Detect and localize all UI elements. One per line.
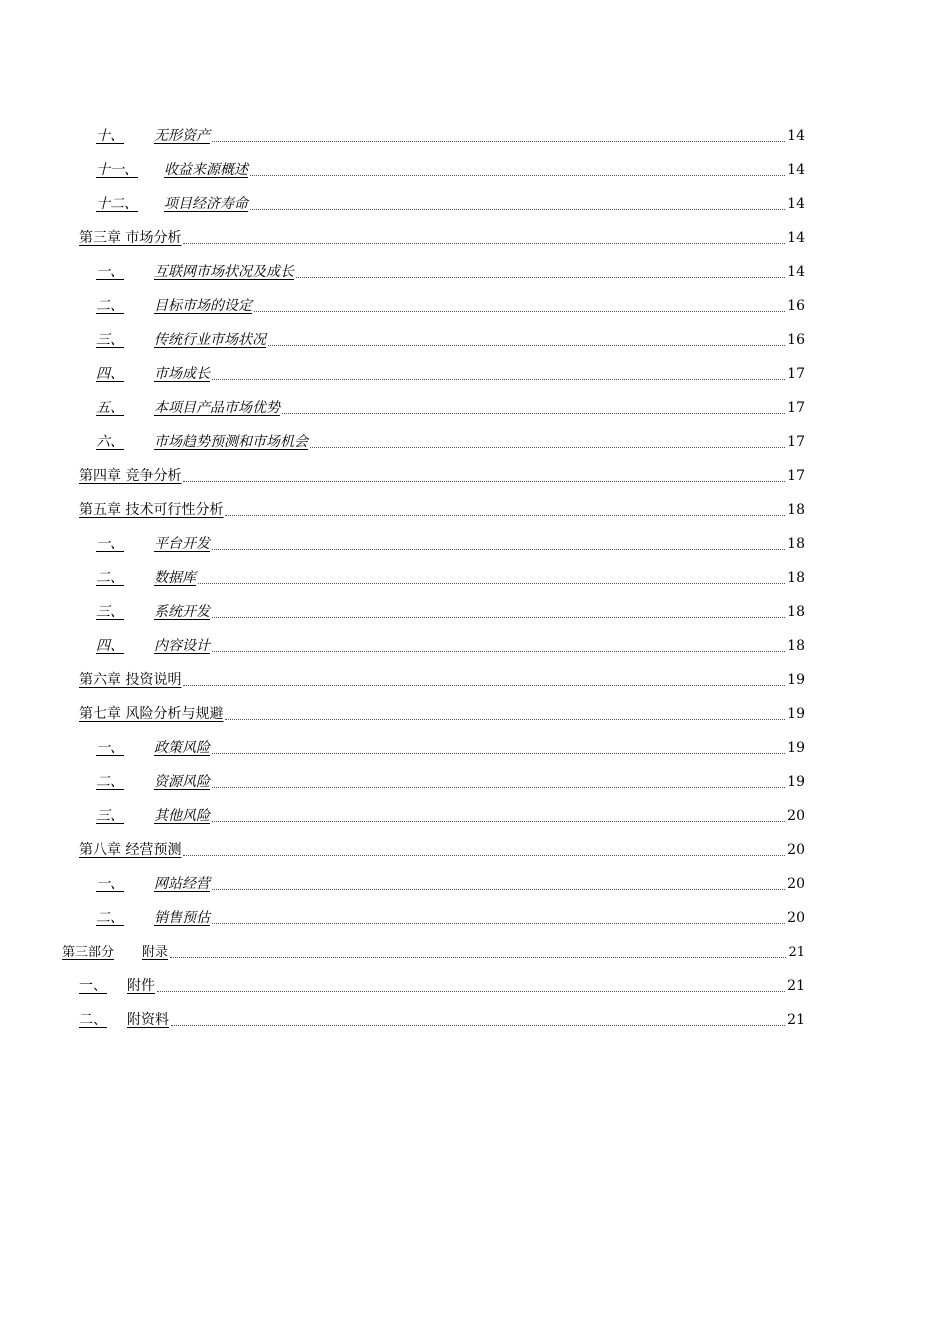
toc-chapter-entry[interactable] bbox=[79, 833, 805, 867]
toc-entry-page: 19 bbox=[787, 774, 805, 790]
toc-chapter-entry[interactable] bbox=[79, 221, 805, 255]
toc-leader-dots bbox=[212, 889, 785, 890]
toc-entry-number: 五、 bbox=[96, 400, 124, 416]
toc-entry[interactable] bbox=[96, 323, 805, 357]
toc-entry-title: 互联网市场状况及成长 bbox=[154, 264, 294, 280]
toc-entry-page: 17 bbox=[787, 400, 805, 416]
toc-entry-page: 20 bbox=[787, 808, 805, 824]
toc-entry-number: 二、 bbox=[79, 1012, 107, 1028]
toc-entry-number: 一、 bbox=[96, 876, 124, 892]
toc-leader-dots bbox=[183, 243, 785, 244]
toc-leader-dots bbox=[254, 311, 785, 312]
toc-entry-page: 21 bbox=[788, 944, 805, 960]
toc-chapter-entry[interactable] bbox=[79, 663, 805, 697]
toc-entry-page: 20 bbox=[787, 842, 805, 858]
toc-entry[interactable] bbox=[96, 867, 805, 901]
toc-entry-number: 二、 bbox=[96, 570, 124, 586]
toc-entry-page: 20 bbox=[787, 910, 805, 926]
toc-entry[interactable] bbox=[79, 969, 805, 1003]
toc-leader-dots bbox=[171, 1025, 785, 1026]
toc-entry[interactable] bbox=[96, 527, 805, 561]
toc-leader-dots bbox=[212, 787, 785, 788]
toc-entry[interactable] bbox=[96, 731, 805, 765]
toc-chapter-entry[interactable] bbox=[79, 459, 805, 493]
toc-entry-page: 20 bbox=[787, 876, 805, 892]
toc-leader-dots bbox=[250, 209, 785, 210]
toc-leader-dots bbox=[183, 481, 785, 482]
toc-entry-title: 平台开发 bbox=[154, 536, 210, 552]
toc-leader-dots bbox=[183, 685, 785, 686]
toc-entry-number: 三、 bbox=[96, 604, 124, 620]
toc-leader-dots bbox=[212, 651, 785, 652]
toc-entry-title: 第八章 经营预测 bbox=[79, 842, 182, 858]
toc-entry-number: 一、 bbox=[96, 536, 124, 552]
toc-entry[interactable] bbox=[96, 357, 805, 391]
toc-leader-dots bbox=[296, 277, 785, 278]
toc-leader-dots bbox=[212, 821, 785, 822]
toc-entry-page: 21 bbox=[787, 978, 805, 994]
toc-leader-dots bbox=[310, 447, 785, 448]
toc-entry-title: 第三章 市场分析 bbox=[79, 230, 182, 246]
toc-leader-dots bbox=[212, 753, 785, 754]
toc-entry-page: 19 bbox=[787, 740, 805, 756]
toc-entry-page: 18 bbox=[787, 604, 805, 620]
toc-entry-page: 21 bbox=[787, 1012, 805, 1028]
toc-leader-dots bbox=[170, 957, 786, 958]
toc-leader-dots bbox=[225, 515, 785, 516]
toc-entry-number: 六、 bbox=[96, 434, 124, 450]
toc-entry-page: 19 bbox=[787, 706, 805, 722]
toc-leader-dots bbox=[212, 549, 785, 550]
toc-entry-number: 四、 bbox=[96, 366, 124, 382]
toc-entry-number: 二、 bbox=[96, 298, 124, 314]
toc-entry-title: 传统行业市场状况 bbox=[154, 332, 266, 348]
toc-leader-dots bbox=[268, 345, 785, 346]
toc-entry-page: 17 bbox=[787, 434, 805, 450]
toc-entry-page: 18 bbox=[787, 502, 805, 518]
toc-entry-title: 第四章 竞争分析 bbox=[79, 468, 182, 484]
toc-entry-title: 系统开发 bbox=[154, 604, 210, 620]
toc-leader-dots bbox=[212, 379, 785, 380]
toc-chapter-entry[interactable] bbox=[79, 493, 805, 527]
toc-entry[interactable] bbox=[96, 391, 805, 425]
toc-entry[interactable] bbox=[96, 153, 805, 187]
toc-entry-title: 网站经营 bbox=[154, 876, 210, 892]
toc-entry[interactable] bbox=[96, 255, 805, 289]
toc-entry[interactable] bbox=[96, 595, 805, 629]
toc-entry[interactable] bbox=[79, 1003, 805, 1037]
toc-entry[interactable] bbox=[96, 561, 805, 595]
toc-entry-number: 十二、 bbox=[96, 196, 138, 212]
toc-entry-title: 目标市场的设定 bbox=[154, 298, 252, 314]
toc-entry-number: 三、 bbox=[96, 332, 124, 348]
toc-entry[interactable] bbox=[96, 289, 805, 323]
toc-entry-title: 第五章 技术可行性分析 bbox=[79, 502, 224, 518]
toc-entry-title: 政策风险 bbox=[154, 740, 210, 756]
toc-entry-page: 16 bbox=[787, 298, 805, 314]
toc-leader-dots bbox=[198, 583, 785, 584]
toc-entry-page: 14 bbox=[787, 264, 805, 280]
toc-entry[interactable] bbox=[96, 901, 805, 935]
toc-entry-number: 十一、 bbox=[96, 162, 138, 178]
toc-entry-title: 第七章 风险分析与规避 bbox=[79, 706, 224, 722]
toc-entry-title: 内容设计 bbox=[154, 638, 210, 654]
toc-entry-number: 一、 bbox=[96, 740, 124, 756]
toc-entry-page: 18 bbox=[787, 570, 805, 586]
toc-entry-page: 18 bbox=[787, 638, 805, 654]
toc-entry[interactable] bbox=[96, 629, 805, 663]
toc-leader-dots bbox=[282, 413, 785, 414]
toc-part-entry[interactable] bbox=[62, 935, 805, 969]
toc-entry-page: 18 bbox=[787, 536, 805, 552]
toc-leader-dots bbox=[250, 175, 785, 176]
toc-entry-title: 项目经济寿命 bbox=[164, 196, 248, 212]
toc-entry-title: 其他风险 bbox=[154, 808, 210, 824]
toc-entry-title: 附资料 bbox=[127, 1012, 169, 1028]
toc-entry-number: 十、 bbox=[96, 128, 124, 144]
toc-entry-number: 一、 bbox=[96, 264, 124, 280]
toc-entry[interactable] bbox=[96, 765, 805, 799]
toc-entry-title: 销售预估 bbox=[154, 910, 210, 926]
toc-entry-number: 二、 bbox=[96, 910, 124, 926]
toc-entry-page: 17 bbox=[787, 366, 805, 382]
toc-entry-title: 无形资产 bbox=[154, 128, 210, 144]
toc-leader-dots bbox=[212, 617, 785, 618]
toc-entry-number: 二、 bbox=[96, 774, 124, 790]
toc-entry-number: 一、 bbox=[79, 978, 107, 994]
toc-entry-title: 附录 bbox=[142, 944, 169, 960]
toc-entry[interactable] bbox=[96, 425, 805, 459]
toc-entry-page: 14 bbox=[787, 196, 805, 212]
toc-entry-title: 数据库 bbox=[154, 570, 196, 586]
toc-entry-number: 四、 bbox=[96, 638, 124, 654]
toc-chapter-entry[interactable] bbox=[79, 697, 805, 731]
toc-leader-dots bbox=[157, 991, 785, 992]
toc-entry[interactable] bbox=[96, 119, 805, 153]
toc-entry-page: 14 bbox=[787, 230, 805, 246]
toc-entry[interactable] bbox=[96, 799, 805, 833]
toc-entry-page: 14 bbox=[787, 162, 805, 178]
toc-entry-page: 16 bbox=[787, 332, 805, 348]
toc-entry-number: 第三部分 bbox=[62, 944, 115, 960]
toc-entry[interactable] bbox=[96, 187, 805, 221]
toc-entry-title: 附件 bbox=[127, 978, 155, 994]
toc-entry-page: 14 bbox=[787, 128, 805, 144]
toc-entry-title: 市场成长 bbox=[154, 366, 210, 382]
toc-leader-dots bbox=[225, 719, 785, 720]
toc-entry-title: 资源风险 bbox=[154, 774, 210, 790]
toc-entry-title: 第六章 投资说明 bbox=[79, 672, 182, 688]
toc-entry-title: 市场趋势预测和市场机会 bbox=[154, 434, 308, 450]
toc-entry-title: 本项目产品市场优势 bbox=[154, 400, 280, 416]
toc-entry-page: 19 bbox=[787, 672, 805, 688]
toc-leader-dots bbox=[183, 855, 785, 856]
toc-leader-dots bbox=[212, 923, 785, 924]
toc-entry-title: 收益来源概述 bbox=[164, 162, 248, 178]
toc-leader-dots bbox=[212, 141, 785, 142]
toc-entry-page: 17 bbox=[787, 468, 805, 484]
toc-entry-number: 三、 bbox=[96, 808, 124, 824]
